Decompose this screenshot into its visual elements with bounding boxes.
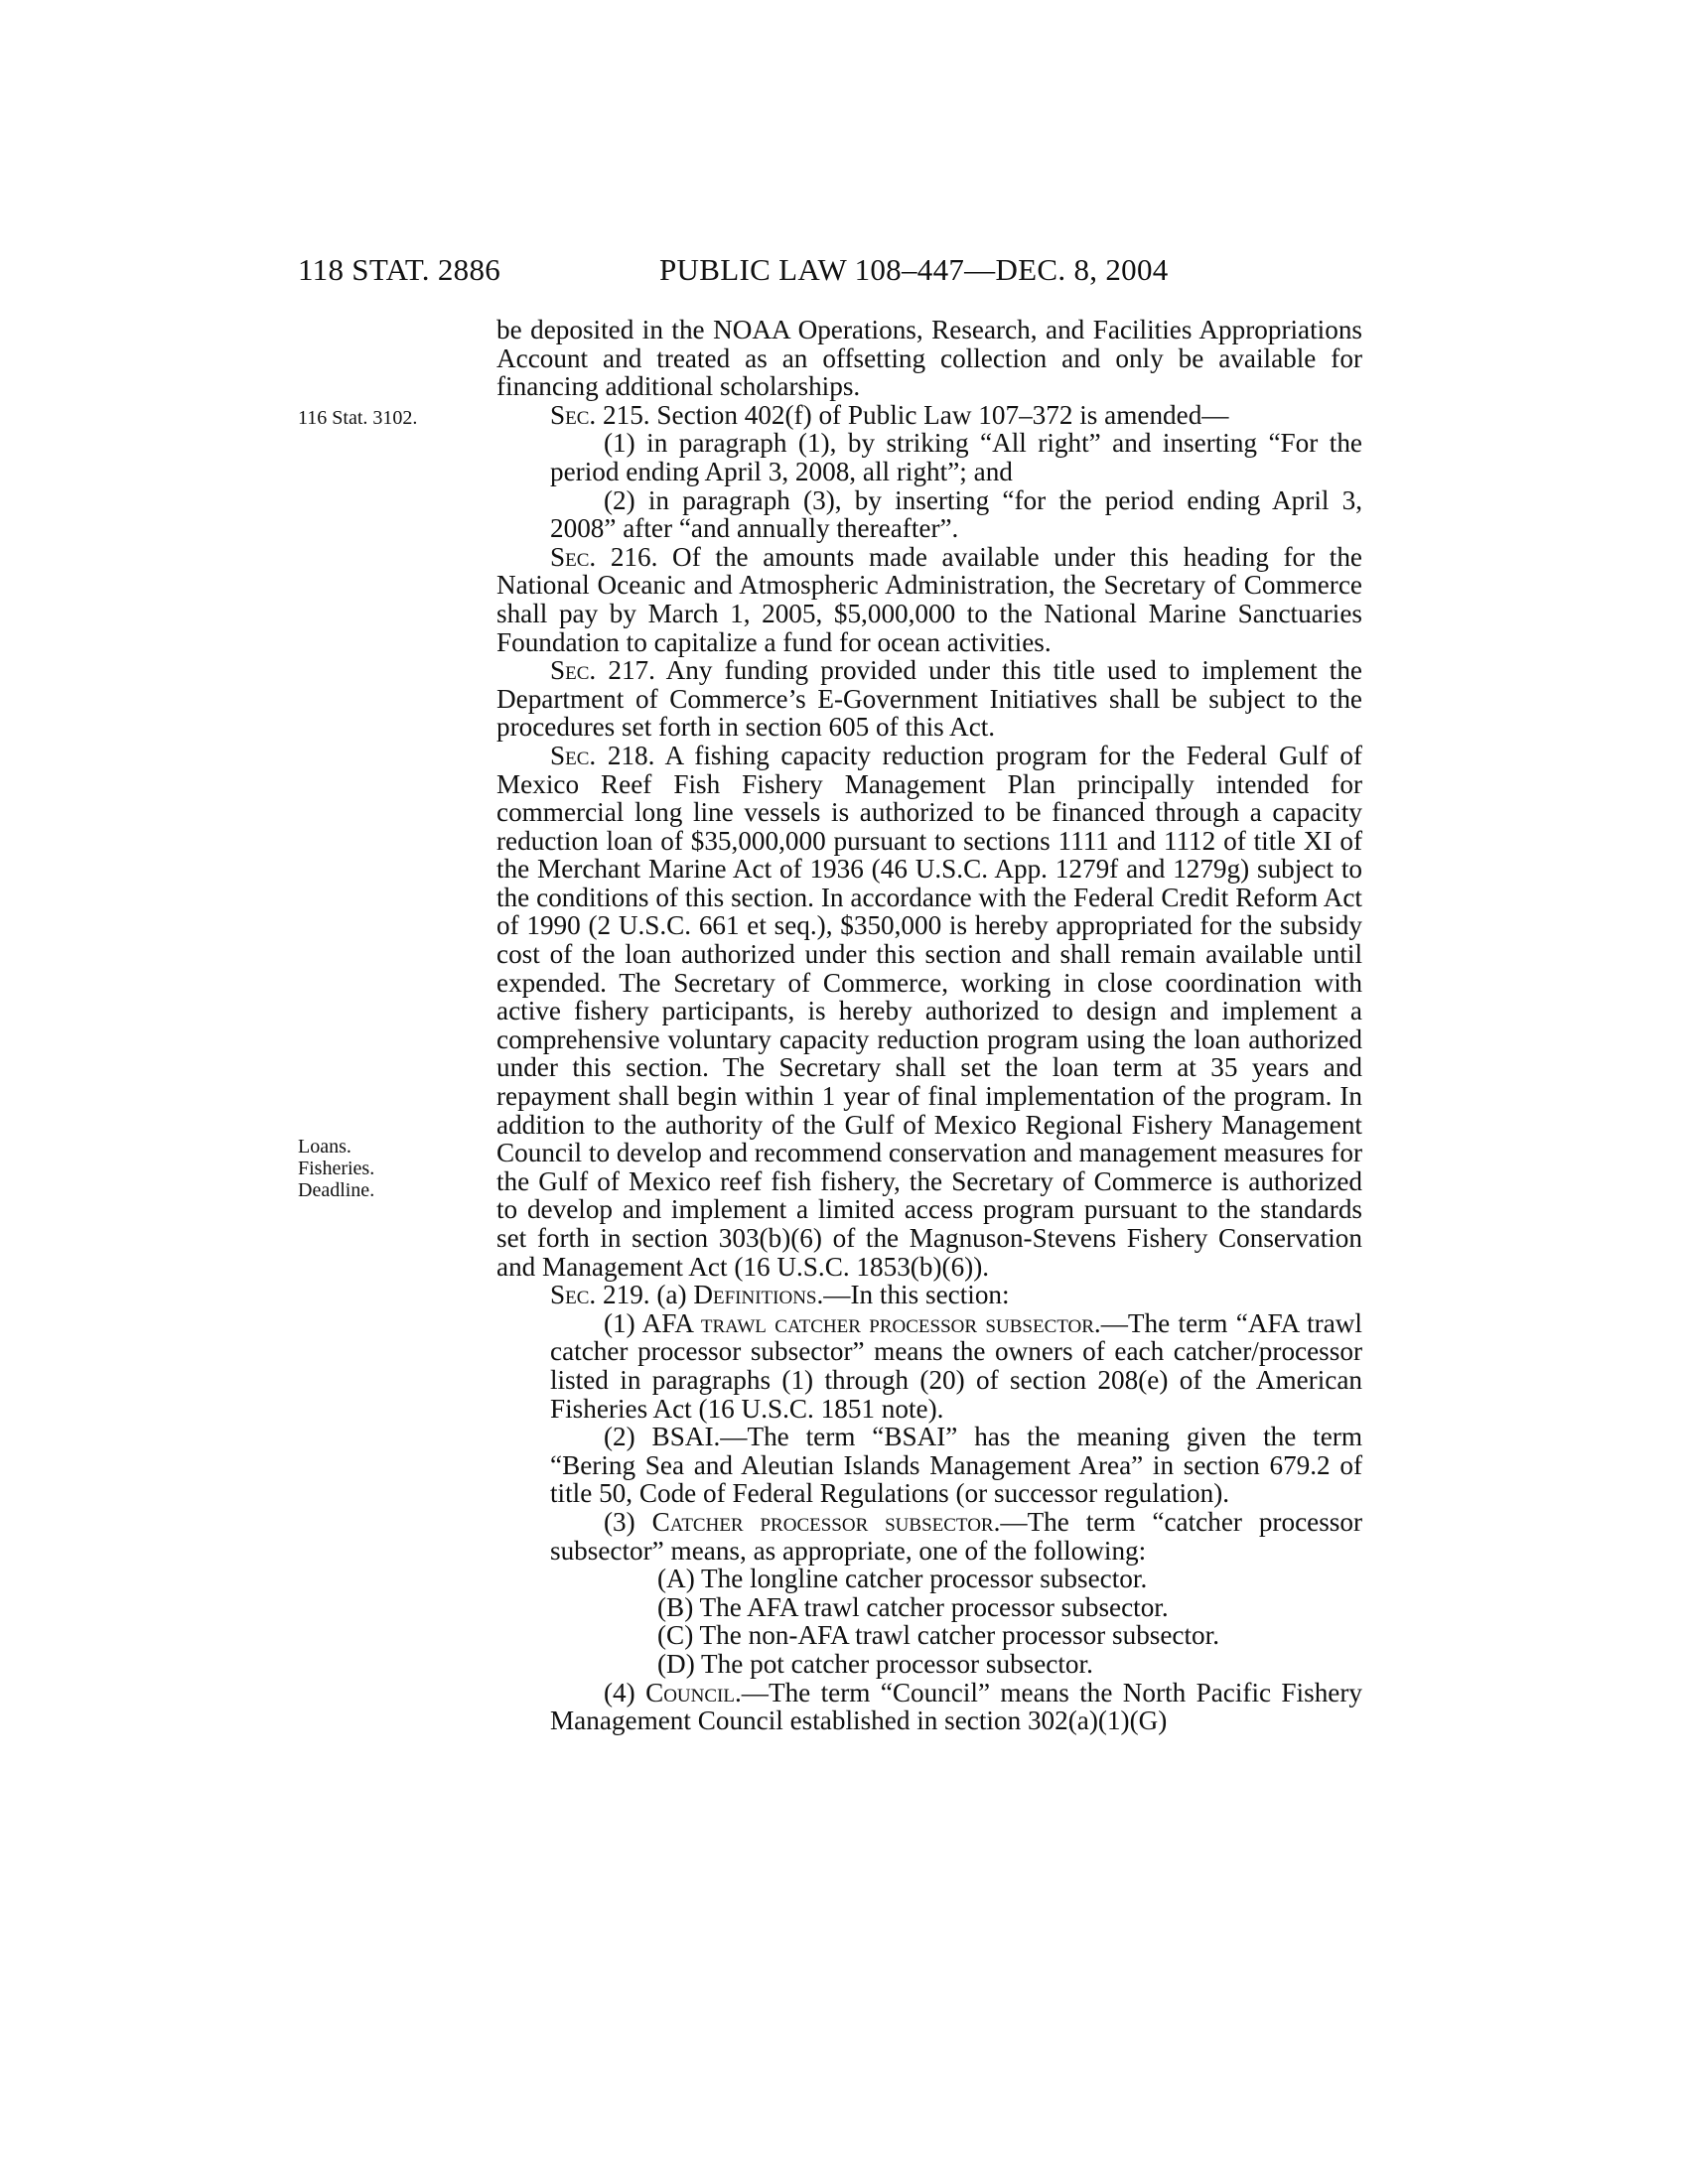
section-label: Sec xyxy=(550,1280,590,1310)
continuation-paragraph: be deposited in the NOAA Operations, Research, and Facilities Appropriations Account and treated as an offsetting collection and only be available for financing additional scholarships. xyxy=(496,315,1362,402)
section-text: . 218. A fishing capacity reduction program for the Federal Gulf of Mexico Reef Fish Fishery Management Plan principally intended for commercial long line vessels is authorized to be financed through a capacity reduction loan of $35,000,000 pursuant to sections 1111 and 1112 of title XI of the Merchant Marine Act of 1936 (46 U.S.C. App. 1279f and 1279g) subject to the conditions of this section. In accordance with the Federal Credit Reform Act of 1990 (2 U.S.C. 661 et seq.), $350,000 is hereby appropriated for the subsidy cost of the loan authorized under this section and shall remain available until expended. The Secretary of Commerce, working in close coordination with active fishery participants, is hereby authorized to design and implement a comprehensive voluntary capacity reduction program using the loan authorized under this section. The Secretary shall set the loan term at 35 years and repayment shall begin within 1 year of final implementation of the program. In addition to the authority of the Gulf of Mexico Regional Fishery Management Council to develop and recommend conservation and management measures for the Gulf of Mexico reef fish fishery, the Secretary of Commerce is authorized to develop and implement a limited access program pursuant to the standards set forth in section 303(b)(6) of the Magnuson-Stevens Fishery Conservation and Management Act (16 U.S.C. 1853(b)(6)). xyxy=(496,740,1362,1282)
section-text: . 219. (a) xyxy=(589,1280,694,1310)
definition-heading: trawl catcher processor subsector xyxy=(700,1307,1094,1338)
section-label: Sec xyxy=(550,740,590,770)
definition-text: .—The term “Council” means the North Pacific Fishery Management Council established in section 302(a)(1)(G) xyxy=(550,1677,1362,1736)
definition-number: (4) xyxy=(604,1677,646,1707)
definition-text: .—The term “AFA trawl catcher processor subsector” means the owners of each catcher/processor listed in paragraphs (1) through (20) of section 208(e) of the American Fisheries Act (16 U.S.C. 1851 note). xyxy=(550,1307,1362,1424)
paragraph-215-1: (1) in paragraph (1), by striking “All right” and inserting “For the period ending April 3, 2008, all right”; and xyxy=(550,428,1362,486)
definition-heading: Council xyxy=(645,1677,735,1707)
section-label: Sec xyxy=(550,399,590,430)
statute-page-reference: 118 STAT. 2886 xyxy=(298,252,501,287)
section-text: .—In this section: xyxy=(816,1280,1010,1310)
definition-3 xyxy=(496,1508,1362,1565)
definition-number: (1) AFA xyxy=(604,1307,701,1338)
list-item: (B) The AFA trawl catcher processor subsector. xyxy=(657,1591,1169,1622)
list-item: (D) The pot catcher processor subsector. xyxy=(657,1648,1093,1679)
section-label: Sec xyxy=(550,541,590,572)
paragraph-215-2: (2) in paragraph (3), by inserting “for the period ending April 3, 2008” after “and annually thereafter”. xyxy=(550,484,1362,544)
definition-text: .—The term “catcher processor subsector” means, as appropriate, one of the following: xyxy=(550,1506,1363,1566)
section-text: . 215. Section 402(f) of Public Law 107–372 is amended— xyxy=(589,399,1229,430)
section-text: . 217. Any funding provided under this title used to implement the Department of Commerce’s E-Government Initiatives shall be subject to the procedures set forth in section 605 of this Act. xyxy=(496,655,1362,743)
definition-4 xyxy=(496,1679,1362,1735)
body-text xyxy=(496,316,1362,1735)
section-216 xyxy=(496,543,1362,656)
section-217 xyxy=(496,656,1362,742)
section-215 xyxy=(496,401,1362,430)
subsection-heading: Definitions xyxy=(693,1280,817,1310)
definition-number: (3) xyxy=(604,1506,652,1537)
definition-heading: Catcher processor subsector xyxy=(651,1506,994,1537)
margin-note-line: Fisheries. xyxy=(298,1158,375,1179)
list-item: (A) The longline catcher processor subsector. xyxy=(657,1564,1148,1594)
margin-note-topics xyxy=(298,1136,374,1201)
margin-note-line: Loans. xyxy=(298,1136,352,1158)
running-header: PUBLIC LAW 108–447—DEC. 8, 2004 xyxy=(659,252,1169,287)
section-218 xyxy=(496,742,1362,1281)
section-text: . 216. Of the amounts made available under this heading for the National Oceanic and Atmospheric Administration, the Secretary of Commerce shall pay by March 1, 2005, $5,000,000 to the National Marine Sanctuaries Foundation to capitalize a fund for ocean activities. xyxy=(496,541,1362,657)
definition-1 xyxy=(496,1309,1362,1423)
margin-note-line: Deadline. xyxy=(298,1179,375,1201)
margin-note-stat-citation: 116 Stat. 3102. xyxy=(298,407,418,429)
section-label: Sec xyxy=(550,655,590,686)
definition-2: (2) BSAI.—The term “BSAI” has the meaning given the term “Bering Sea and Aleutian Islands Management Area” in section 679.2 of title 50, Code of Federal Regulations (or successor regulation). xyxy=(550,1422,1362,1509)
list-item: (C) The non-AFA trawl catcher processor subsector. xyxy=(657,1620,1219,1651)
section-219 xyxy=(496,1281,1362,1309)
